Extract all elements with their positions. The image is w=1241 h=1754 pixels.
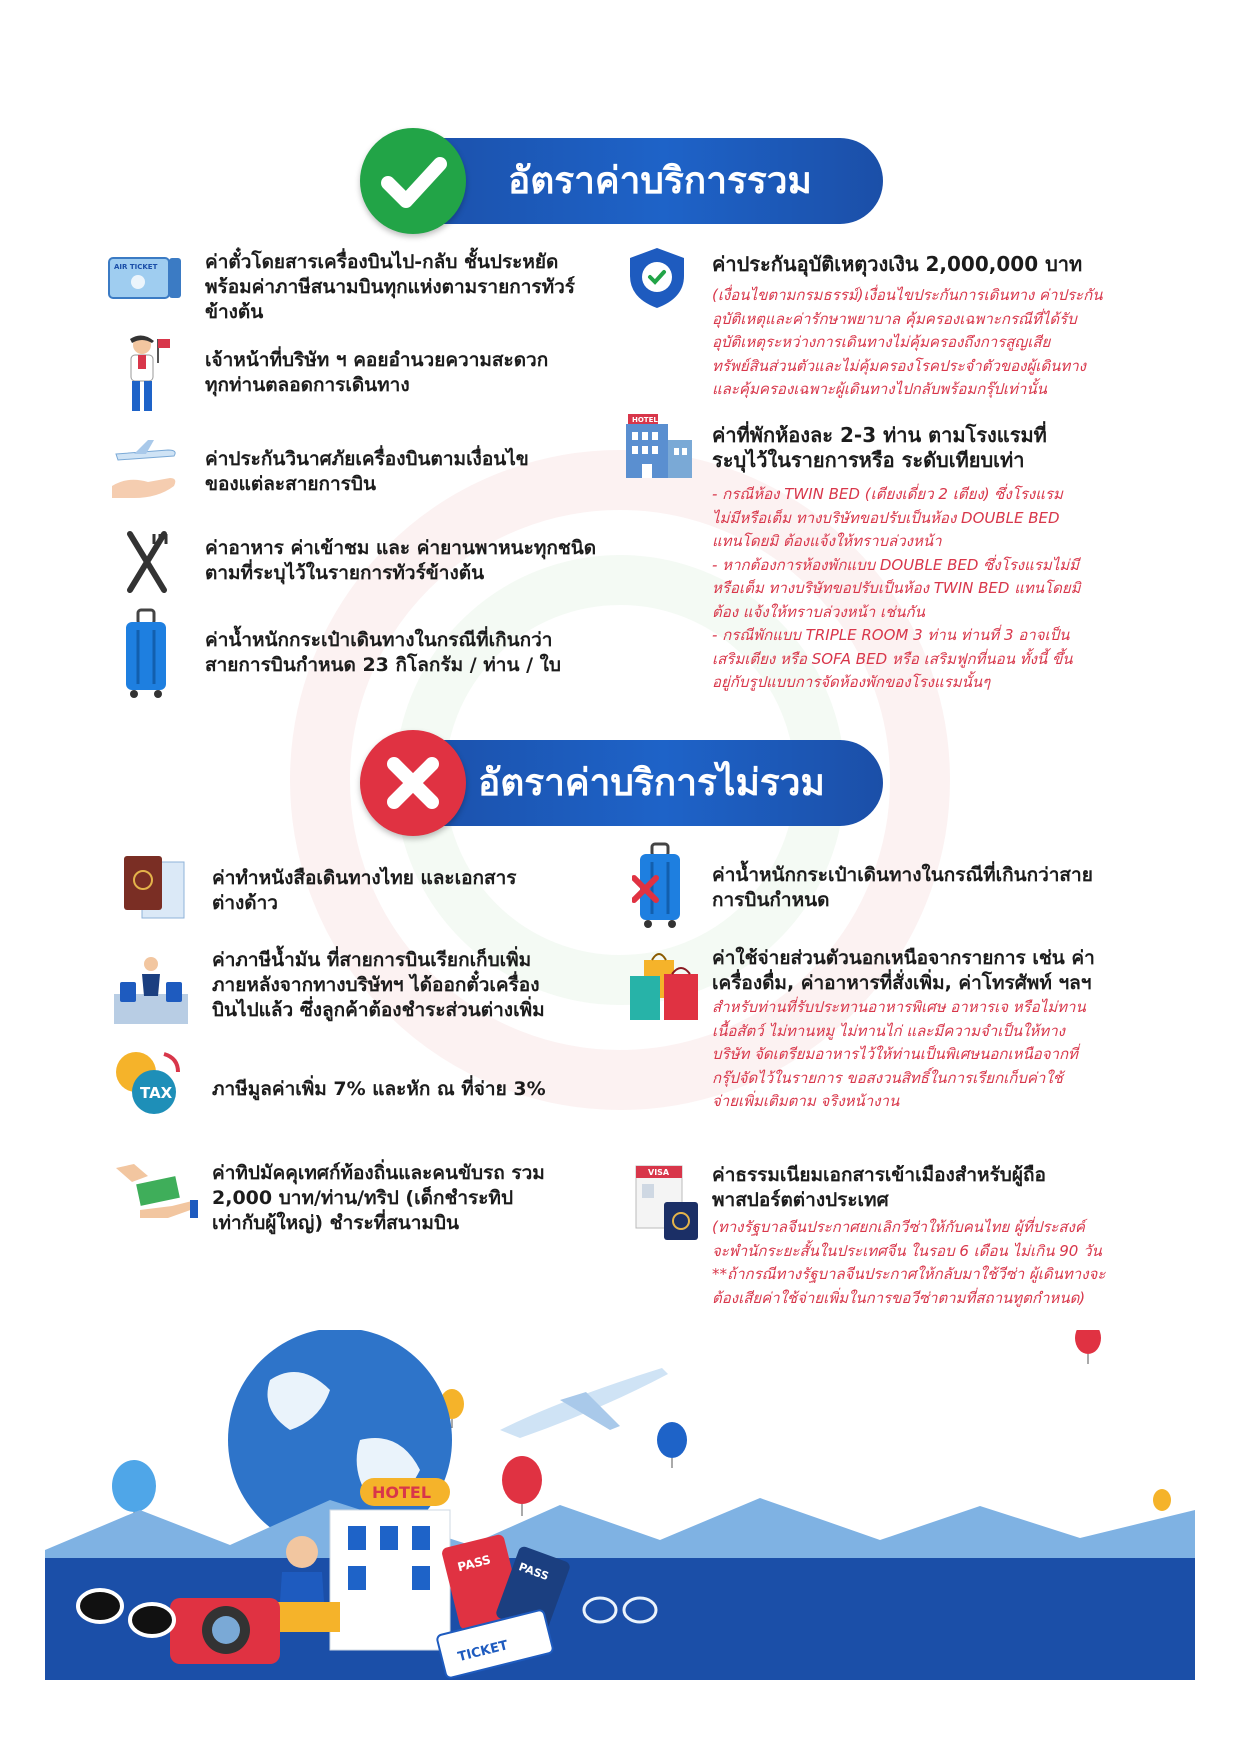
pass-label-1: PASS bbox=[456, 1552, 493, 1575]
included-item-6-text: ค่าประกันอุบัติเหตุวงเงิน 2,000,000 บาท bbox=[712, 252, 1083, 276]
excluded-item-1-text: ค่าทำหนังสือเดินทางไทย และเอกสาร ต่างด้าว bbox=[212, 867, 517, 914]
shield-check-icon bbox=[626, 246, 688, 310]
shopping-bags-icon bbox=[628, 946, 700, 1022]
excluded-item-6-text: ค่าใช้จ่ายส่วนตัวนอกเหนือจากรายการ เช่น ค่า เครื่องดื่ม, ค่าอาหารที่สั่งเพิ่ม, ค่าโทรศัพท์ ฯลฯ bbox=[712, 947, 1095, 994]
fork-knife-icon bbox=[124, 530, 170, 594]
cross-icon bbox=[360, 730, 466, 836]
ticket-label: TICKET bbox=[456, 1638, 510, 1666]
excluded-item-6-note: สำหรับท่านที่รับประทานอาหารพิเศษ อาหารเจ หรือไม่ทาน เนื้อสัตว์ ไม่ทานหมู ไม่ทานไก่ และมีความจำเป็นให้ทาง บริษัท จัดเตรียมอาหารไว้ให้ท่านเป็นพิเศษนอกเหนือจากที่ กรุ๊ปจัดไว้ในรายการ ขอสงวนสิทธิ์ในการเรียกเก็บค่าใช้ จ่ายเพิ่มเติมตาม จริงหน้างาน bbox=[712, 998, 1086, 1110]
pass-label-2: PASS bbox=[517, 1560, 551, 1584]
excluded-item-4-text: ค่าทิปมัคคุเทศก์ท้องถิ่นและคนขับรถ รวม 2,000 บาท/ท่าน/ทริป (เด็กชำระทิป เท่ากับผู้ใหญ่) ชำระที่สนามบิน bbox=[212, 1162, 545, 1234]
excluded-badge bbox=[360, 730, 466, 836]
included-item-7-note: - กรณีห้อง TWIN BED (เตียงเดี่ยว 2 เตียง) ซึ่งโรงแรม ไม่มีหรือเต็ม ทางบริษัทขอปรับเป็นห้อง DOUBLE BED แทนโดยมิ ต้องแจ้งให้ทราบล่วงหน้า - หากต้องการห้องพักแบบ DOUBLE BED ซึ่งโรงแรมไม่มี หรือเต็ม ทางบริษัทขอปรับเป็นห้อง TWIN BED แทนโดยมิ ต้อง แจ้งให้ทราบล่วงหน้า เช่นกัน - กรณีพักแบบ TRIPLE ROOM 3 ท่าน ท่านที่ 3 อาจเป็น เสริมเตียง หรือ SOFA BED หรือ เสริมฟูกที่นอน ทั้งนี้ ขึ้น อยู่กับรูปแบบการจัดห้องพักของโรงแรมนั้นๆ bbox=[712, 485, 1081, 691]
excluded-item-2-text: ค่าภาษีน้ำมัน ที่สายการบินเรียกเก็บเพิ่ม ภายหลังจากทางบริษัทฯ ได้ออกตั๋วเครื่อง บินไปแล้ว ซึ่งลูกค้าต้องชำระส่วนต่างเพิ่ม bbox=[212, 949, 545, 1021]
air-ticket-icon bbox=[108, 256, 182, 300]
included-item-5-text: ค่าน้ำหนักกระเป๋าเดินทางในกรณีที่เกินกว่า สายการบินกำหนด 23 กิโลกรัม / ท่าน / ใบ bbox=[205, 629, 561, 676]
excluded-item-7-text: ค่าธรรมเนียมเอกสารเข้าเมืองสำหรับผู้ถือ พาสปอร์ตต่างประเทศ bbox=[712, 1164, 1046, 1211]
checkmark-icon bbox=[360, 128, 466, 234]
visa-label: VISA bbox=[648, 1168, 670, 1177]
hotel-icon-label: HOTEL bbox=[632, 416, 658, 424]
excluded-item-3-text: ภาษีมูลค่าเพิ่ม 7% และหัก ณ ที่จ่าย 3% bbox=[212, 1078, 546, 1100]
luggage-icon bbox=[124, 608, 168, 700]
hotel-sign: HOTEL bbox=[372, 1483, 432, 1502]
luggage-excluded-icon bbox=[632, 842, 688, 930]
excluded-item-5-text: ค่าน้ำหนักกระเป๋าเดินทางในกรณีที่เกินกว่าสาย การบินกำหนด bbox=[712, 864, 1093, 911]
hotel-icon bbox=[620, 412, 694, 480]
excluded-title: อัตราค่าบริการไม่รวม bbox=[478, 761, 825, 804]
visa-document-icon bbox=[634, 1164, 700, 1242]
passport-icon bbox=[122, 852, 186, 922]
excluded-banner bbox=[398, 740, 883, 826]
airplane-icon bbox=[500, 1368, 668, 1438]
excluded-item-7-note: (ทางรัฐบาลจีนประกาศยกเลิกวีซ่าให้กับคนไทย ผู้ที่ประสงค์ จะพำนักระยะสั้นในประเทศจีน ในรอบ 6 เดือน ไม่เกิน 90 วัน **ถ้ากรณีทางรัฐบาลจีนประกาศให้กลับมาใช้วีซ่า ผู้เดินทางจะ ต้องเสียค่าใช้จ่ายเพิ่มในการขอวีซ่าตามที่สถานทูตกำหนด) bbox=[712, 1218, 1106, 1307]
travel-illustration bbox=[0, 1330, 1241, 1680]
included-badge bbox=[360, 128, 466, 234]
tax-icon bbox=[112, 1048, 184, 1120]
included-item-7-text: ค่าที่พักห้องละ 2-3 ท่าน ตามโรงแรมที่ ระบุไว้ในรายการหรือ ระดับเทียบเท่า bbox=[712, 423, 1047, 472]
airport-check-in-icon bbox=[112, 950, 190, 1026]
included-item-2-text: เจ้าหน้าที่บริษัท ฯ คอยอำนวยความสะดวก ทุกท่านตลอดการเดินทาง bbox=[205, 349, 549, 396]
staff-icon bbox=[116, 333, 172, 413]
camera-icon bbox=[170, 1598, 280, 1664]
included-item-4-text: ค่าอาหาร ค่าเข้าชม และ ค่ายานพาหนะทุกชนิด ตามที่ระบุไว้ในรายการทัวร์ข้างต้น bbox=[205, 537, 597, 584]
included-title: อัตราค่าบริการรวม bbox=[508, 159, 812, 202]
included-item-1-text: ค่าตั๋วโดยสารเครื่องบินไป-กลับ ชั้นประหยัด พร้อมค่าภาษีสนามบินทุกแห่งตามรายการทัวร์ ข้างต้น bbox=[205, 251, 575, 323]
air-ticket-label: AIR TICKET bbox=[114, 263, 158, 271]
airplane-insurance-icon bbox=[108, 436, 184, 506]
included-item-3-text: ค่าประกันวินาศภัยเครื่องบินตามเงื่อนไข ของแต่ละสายการบิน bbox=[205, 448, 529, 495]
included-item-6-note: (เงื่อนไขตามกรมธรรม์)เงื่อนไขประกันการเดินทาง ค่าประกัน อุบัติเหตุและค่ารักษาพยาบาล คุ้มครองเฉพาะกรณีที่ได้รับ อุบัติเหตุระหว่างการเดินทางไม่คุ้มครองถึงการสูญเสีย ทรัพย์สินส่วนตัวและไม่คุ้มครองโรคประจำตัวของผู้เดินทาง และคุ้มครองเฉพาะผู้เดินทางไปกลับพร้อมกรุ๊ปเท่านั้น bbox=[712, 286, 1103, 398]
tax-icon-label: TAX bbox=[140, 1084, 173, 1102]
included-banner bbox=[398, 138, 883, 224]
tip-money-icon bbox=[112, 1160, 198, 1222]
